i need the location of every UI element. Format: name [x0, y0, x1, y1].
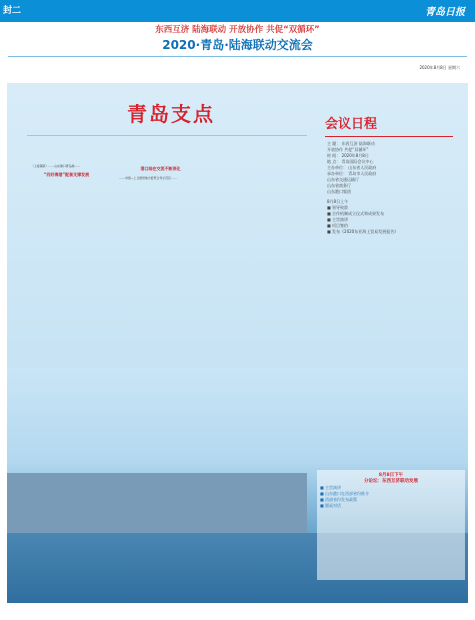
afternoon-schedule: [317, 470, 465, 580]
dateline: 2020年8月8日 星期六: [419, 65, 460, 70]
article-column-2: [113, 163, 208, 363]
city-skyline: [7, 473, 307, 533]
article-text: （上接第版）……山东港口青岛港……: [31, 164, 81, 168]
section-label: 封二: [3, 6, 22, 16]
article-subhead-1: “四好海港”配套支撑发展: [43, 172, 90, 177]
rule: [27, 135, 307, 136]
agenda-item: ■ 合作机制成立仪式和成果发布: [327, 211, 385, 216]
agenda-title: 会议日程: [325, 117, 378, 132]
agenda-row: 时 间： 2020年8月8日: [327, 153, 369, 158]
afternoon-day: 8月8日下午: [378, 473, 404, 478]
agenda-day-1: 8月8日上午: [327, 199, 349, 204]
forum-item: ■ 山东港口在西部省份推介: [320, 491, 370, 496]
agenda-item: ■ 项目签约: [327, 223, 349, 228]
agenda-rule: [325, 136, 453, 137]
newspaper-logo: 青岛日报: [425, 7, 465, 18]
banner-title: 2020·青岛·陆海联动交流会: [162, 38, 313, 52]
forum-item: ■ 主旨演讲: [320, 485, 342, 490]
header-bar: [0, 0, 475, 22]
feature-panel: [7, 83, 468, 603]
forum-item: ■ 圆桌对话: [320, 503, 342, 508]
agenda-row: 地 点： 青岛国际会议中心: [327, 159, 374, 164]
agenda-row: 主办单位： 山东省人民政府: [327, 165, 377, 170]
agenda-row: 承办单位： 青岛市人民政府: [327, 171, 377, 176]
agenda-row: 主 题： 东西互济 陆海联动: [327, 141, 375, 146]
agenda-item: ■ 发布《2020东亚海上贸易发展报告》: [327, 229, 399, 234]
banner-subtitle: 东西互济 陆海联动 开放协作 共促“双循环”: [155, 25, 320, 35]
article-subhead-2: 港口陆在交流不断深化: [140, 166, 181, 171]
article-text: ……中国—上合组织地方经贸合作示范区……: [119, 176, 177, 180]
agenda-row: 山东省商务厅: [327, 183, 351, 188]
forum-item: ■ 西部省份发布政策: [320, 497, 358, 502]
agenda-row: 山东省交通运输厅: [327, 177, 359, 182]
agenda-item: ■ 领导致辞: [327, 205, 349, 210]
agenda-item: ■ 主旨演讲: [327, 217, 349, 222]
forum-title: 分论坛：东西互济联动发展: [364, 479, 418, 484]
divider: [8, 56, 467, 57]
agenda-row: 开放协作 共促“双循环”: [327, 147, 369, 152]
agenda-row: 山东港口集团: [327, 189, 351, 194]
feature-title: 青岛支点: [127, 102, 215, 126]
article-column-1: [25, 163, 108, 363]
